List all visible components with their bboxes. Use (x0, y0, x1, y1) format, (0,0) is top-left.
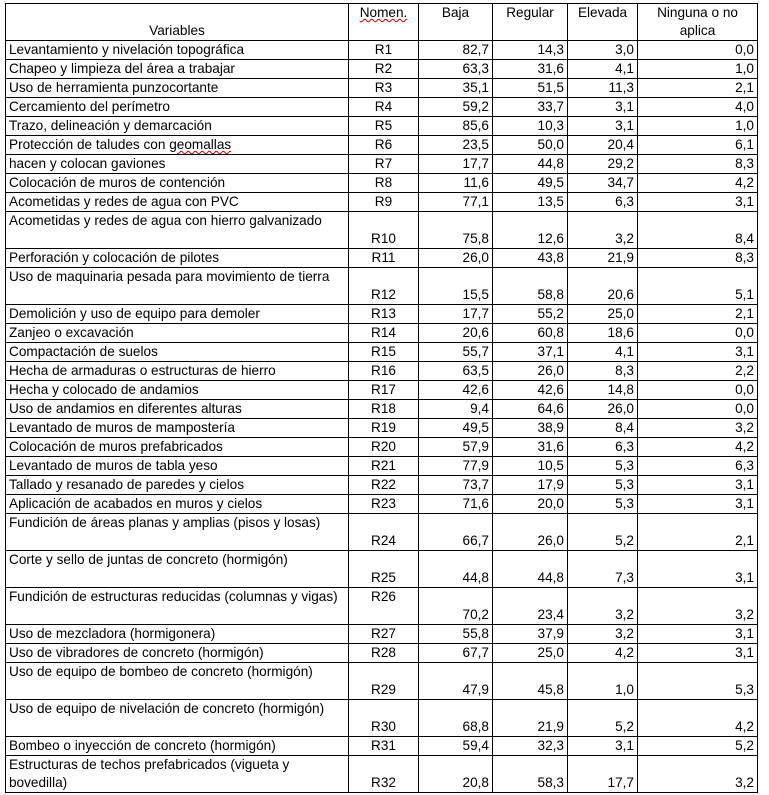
row-elevada: 17,7 (568, 756, 638, 793)
row-code: R15 (349, 343, 419, 362)
table-row (6, 756, 758, 793)
row-variable: Uso de vibradores de concreto (hormigón) (6, 644, 349, 663)
row-baja: 9,4 (419, 400, 493, 419)
row-baja: 44,8 (419, 551, 493, 588)
row-elevada: 3,1 (568, 737, 638, 756)
row-code: R26 (349, 588, 419, 625)
row-variable: Zanjeo o excavación (6, 324, 349, 343)
row-elevada: 3,1 (568, 98, 638, 117)
row-ninguna: 1,0 (638, 60, 758, 79)
row-baja: 85,6 (419, 117, 493, 136)
row-variable: Aplicación de acabados en muros y cielos (6, 495, 349, 514)
row-regular: 44,8 (493, 155, 568, 174)
row-code: R22 (349, 476, 419, 495)
row-elevada: 3,0 (568, 41, 638, 60)
table-row (6, 60, 758, 79)
header-row (6, 4, 758, 41)
row-elevada: 7,3 (568, 551, 638, 588)
row-regular: 37,9 (493, 625, 568, 644)
row-ninguna: 5,1 (638, 268, 758, 305)
table-row (6, 419, 758, 438)
row-elevada: 6,3 (568, 193, 638, 212)
row-ninguna: 4,2 (638, 174, 758, 193)
row-variable: Uso de mezcladora (hormigonera) (6, 625, 349, 644)
row-regular: 58,8 (493, 268, 568, 305)
row-code: R6 (349, 136, 419, 155)
row-ninguna: 8,3 (638, 249, 758, 268)
row-variable: Corte y sello de juntas de concreto (hormigón) (6, 551, 349, 588)
table-row (6, 644, 758, 663)
row-baja: 42,6 (419, 381, 493, 400)
row-ninguna: 8,4 (638, 212, 758, 249)
row-elevada: 21,9 (568, 249, 638, 268)
row-ninguna: 1,0 (638, 117, 758, 136)
row-baja: 59,4 (419, 737, 493, 756)
row-elevada: 8,3 (568, 362, 638, 381)
row-baja: 35,1 (419, 79, 493, 98)
row-baja: 17,7 (419, 155, 493, 174)
header-baja: Baja (419, 4, 493, 41)
row-code: R17 (349, 381, 419, 400)
row-baja: 20,6 (419, 324, 493, 343)
table-row (6, 117, 758, 136)
row-elevada: 6,3 (568, 438, 638, 457)
row-ninguna: 3,2 (638, 419, 758, 438)
row-variable: Fundición de estructuras reducidas (columnas y vigas) (6, 588, 349, 625)
row-ninguna: 3,1 (638, 644, 758, 663)
row-regular: 55,2 (493, 305, 568, 324)
row-code: R29 (349, 663, 419, 700)
row-variable: Uso de equipo de nivelación de concreto (hormigón) (6, 700, 349, 737)
row-ninguna: 5,3 (638, 663, 758, 700)
table-row (6, 514, 758, 551)
row-code: R24 (349, 514, 419, 551)
row-ninguna: 4,0 (638, 98, 758, 117)
row-baja: 75,8 (419, 212, 493, 249)
row-regular: 43,8 (493, 249, 568, 268)
row-code: R13 (349, 305, 419, 324)
row-code: R25 (349, 551, 419, 588)
row-baja: 55,8 (419, 625, 493, 644)
row-variable: Hecha de armaduras o estructuras de hierro (6, 362, 349, 381)
row-elevada: 14,8 (568, 381, 638, 400)
row-code: R31 (349, 737, 419, 756)
row-elevada: 5,3 (568, 457, 638, 476)
row-variable: Trazo, delineación y demarcación (6, 117, 349, 136)
row-baja: 77,9 (419, 457, 493, 476)
row-elevada: 3,1 (568, 117, 638, 136)
row-variable: Demolición y uso de equipo para demoler (6, 305, 349, 324)
row-regular: 13,5 (493, 193, 568, 212)
row-regular: 49,5 (493, 174, 568, 193)
table-row (6, 438, 758, 457)
row-ninguna: 3,1 (638, 625, 758, 644)
row-ninguna: 6,3 (638, 457, 758, 476)
row-variable: Uso de andamios en diferentes alturas (6, 400, 349, 419)
row-code: R27 (349, 625, 419, 644)
row-regular: 26,0 (493, 362, 568, 381)
table-row (6, 268, 758, 305)
table-row (6, 193, 758, 212)
header-ninguna: Ninguna o no aplica (638, 4, 758, 41)
row-ninguna: 8,3 (638, 155, 758, 174)
row-variable: Chapeo y limpieza del área a trabajar (6, 60, 349, 79)
table-row (6, 400, 758, 419)
table-row (6, 476, 758, 495)
row-elevada: 11,3 (568, 79, 638, 98)
row-ninguna: 3,2 (638, 588, 758, 625)
row-ninguna: 5,2 (638, 737, 758, 756)
row-variable: Tallado y resanado de paredes y cielos (6, 476, 349, 495)
row-code: R16 (349, 362, 419, 381)
row-regular: 58,3 (493, 756, 568, 793)
table-row (6, 155, 758, 174)
table-row (6, 249, 758, 268)
table-row (6, 324, 758, 343)
row-ninguna: 2,1 (638, 305, 758, 324)
row-ninguna: 2,1 (638, 514, 758, 551)
row-baja: 77,1 (419, 193, 493, 212)
row-regular: 42,6 (493, 381, 568, 400)
row-regular: 31,6 (493, 60, 568, 79)
row-baja: 68,8 (419, 700, 493, 737)
table-row (6, 362, 758, 381)
spellcheck-word: geomallas (169, 137, 232, 152)
row-variable: Acometidas y redes de agua con hierro galvanizado (6, 212, 349, 249)
row-baja: 17,7 (419, 305, 493, 324)
row-elevada: 26,0 (568, 400, 638, 419)
row-ninguna: 6,1 (638, 136, 758, 155)
row-regular: 32,3 (493, 737, 568, 756)
row-regular: 21,9 (493, 700, 568, 737)
header-variables: Variables (6, 4, 349, 41)
row-ninguna: 3,1 (638, 551, 758, 588)
row-elevada: 4,1 (568, 343, 638, 362)
table-row (6, 495, 758, 514)
table-row (6, 305, 758, 324)
row-ninguna: 3,2 (638, 756, 758, 793)
row-elevada: 5,2 (568, 514, 638, 551)
row-baja: 49,5 (419, 419, 493, 438)
row-code: R11 (349, 249, 419, 268)
row-ninguna: 2,2 (638, 362, 758, 381)
row-regular: 38,9 (493, 419, 568, 438)
row-baja: 55,7 (419, 343, 493, 362)
row-ninguna: 3,1 (638, 343, 758, 362)
table-row (6, 457, 758, 476)
row-regular: 14,3 (493, 41, 568, 60)
row-variable: Levantado de muros de tabla yeso (6, 457, 349, 476)
table-row (6, 663, 758, 700)
risk-table (5, 3, 758, 793)
row-baja: 63,3 (419, 60, 493, 79)
row-variable: Estructuras de techos prefabricados (vigueta y bovedilla) (6, 756, 349, 793)
header-nomen-label: Nomen. (359, 5, 408, 20)
row-elevada: 1,0 (568, 663, 638, 700)
row-elevada: 29,2 (568, 155, 638, 174)
row-code: R5 (349, 117, 419, 136)
row-code: R7 (349, 155, 419, 174)
row-baja: 59,2 (419, 98, 493, 117)
row-variable: Fundición de áreas planas y amplias (pisos y losas) (6, 514, 349, 551)
row-baja: 82,7 (419, 41, 493, 60)
row-baja: 23,5 (419, 136, 493, 155)
row-code: R2 (349, 60, 419, 79)
row-regular: 12,6 (493, 212, 568, 249)
row-code: R32 (349, 756, 419, 793)
row-elevada: 5,3 (568, 495, 638, 514)
row-elevada: 4,1 (568, 60, 638, 79)
table-row (6, 212, 758, 249)
row-ninguna: 3,1 (638, 193, 758, 212)
table-row (6, 625, 758, 644)
row-baja: 67,7 (419, 644, 493, 663)
row-elevada: 3,2 (568, 588, 638, 625)
table-body (6, 41, 758, 793)
row-baja: 20,8 (419, 756, 493, 793)
row-regular: 31,6 (493, 438, 568, 457)
row-baja: 66,7 (419, 514, 493, 551)
table-row (6, 98, 758, 117)
table-row (6, 174, 758, 193)
row-code: R9 (349, 193, 419, 212)
row-code: R28 (349, 644, 419, 663)
row-code: R4 (349, 98, 419, 117)
row-variable: Hecha y colocado de andamios (6, 381, 349, 400)
row-elevada: 20,4 (568, 136, 638, 155)
row-regular: 45,8 (493, 663, 568, 700)
row-baja: 57,9 (419, 438, 493, 457)
row-variable: hacen y colocan gaviones (6, 155, 349, 174)
table-row (6, 588, 758, 625)
row-elevada: 3,2 (568, 625, 638, 644)
row-regular: 26,0 (493, 514, 568, 551)
row-elevada: 34,7 (568, 174, 638, 193)
row-code: R3 (349, 79, 419, 98)
row-variable: Protección de taludes con geomallas (6, 136, 349, 155)
row-variable: Acometidas y redes de agua con PVC (6, 193, 349, 212)
row-ninguna: 0,0 (638, 381, 758, 400)
row-regular: 10,5 (493, 457, 568, 476)
row-ninguna: 0,0 (638, 400, 758, 419)
row-variable: Levantamiento y nivelación topográfica (6, 41, 349, 60)
row-variable: Uso de equipo de bombeo de concreto (hormigón) (6, 663, 349, 700)
row-elevada: 4,2 (568, 644, 638, 663)
row-regular: 33,7 (493, 98, 568, 117)
row-variable: Perforación y colocación de pilotes (6, 249, 349, 268)
row-baja: 47,9 (419, 663, 493, 700)
row-elevada: 3,2 (568, 212, 638, 249)
row-regular: 50,0 (493, 136, 568, 155)
row-code: R19 (349, 419, 419, 438)
row-variable: Colocación de muros de contención (6, 174, 349, 193)
table-row (6, 41, 758, 60)
row-ninguna: 0,0 (638, 41, 758, 60)
row-regular: 64,6 (493, 400, 568, 419)
row-elevada: 18,6 (568, 324, 638, 343)
row-baja: 11,6 (419, 174, 493, 193)
row-baja: 70,2 (419, 588, 493, 625)
table-row (6, 381, 758, 400)
row-code: R23 (349, 495, 419, 514)
row-ninguna: 4,2 (638, 438, 758, 457)
row-variable: Bombeo o inyección de concreto (hormigón) (6, 737, 349, 756)
row-baja: 73,7 (419, 476, 493, 495)
row-code: R8 (349, 174, 419, 193)
row-regular: 17,9 (493, 476, 568, 495)
row-variable: Levantado de muros de mampostería (6, 419, 349, 438)
row-elevada: 20,6 (568, 268, 638, 305)
row-code: R14 (349, 324, 419, 343)
row-elevada: 5,3 (568, 476, 638, 495)
row-variable: Uso de herramienta punzocortante (6, 79, 349, 98)
row-code: R1 (349, 41, 419, 60)
row-baja: 15,5 (419, 268, 493, 305)
row-code: R10 (349, 212, 419, 249)
row-code: R21 (349, 457, 419, 476)
row-regular: 37,1 (493, 343, 568, 362)
row-regular: 25,0 (493, 644, 568, 663)
row-variable: Colocación de muros prefabricados (6, 438, 349, 457)
row-ninguna: 4,2 (638, 700, 758, 737)
row-code: R12 (349, 268, 419, 305)
row-regular: 20,0 (493, 495, 568, 514)
row-ninguna: 3,1 (638, 495, 758, 514)
table-row (6, 79, 758, 98)
row-ninguna: 3,1 (638, 476, 758, 495)
row-code: R20 (349, 438, 419, 457)
table-row (6, 343, 758, 362)
table-row (6, 737, 758, 756)
row-elevada: 8,4 (568, 419, 638, 438)
header-nomen (349, 4, 419, 41)
row-code: R18 (349, 400, 419, 419)
row-regular: 60,8 (493, 324, 568, 343)
row-variable: Uso de maquinaria pesada para movimiento de tierra (6, 268, 349, 305)
row-baja: 26,0 (419, 249, 493, 268)
row-regular: 23,4 (493, 588, 568, 625)
row-elevada: 5,2 (568, 700, 638, 737)
row-variable: Compactación de suelos (6, 343, 349, 362)
table-row (6, 700, 758, 737)
row-baja: 63,5 (419, 362, 493, 381)
row-code: R30 (349, 700, 419, 737)
row-elevada: 25,0 (568, 305, 638, 324)
row-regular: 51,5 (493, 79, 568, 98)
row-variable: Cercamiento del perímetro (6, 98, 349, 117)
row-ninguna: 2,1 (638, 79, 758, 98)
row-regular: 44,8 (493, 551, 568, 588)
row-baja: 71,6 (419, 495, 493, 514)
table-row (6, 551, 758, 588)
header-regular: Regular (493, 4, 568, 41)
row-ninguna: 0,0 (638, 324, 758, 343)
header-elevada: Elevada (568, 4, 638, 41)
table-row (6, 136, 758, 155)
row-regular: 10,3 (493, 117, 568, 136)
